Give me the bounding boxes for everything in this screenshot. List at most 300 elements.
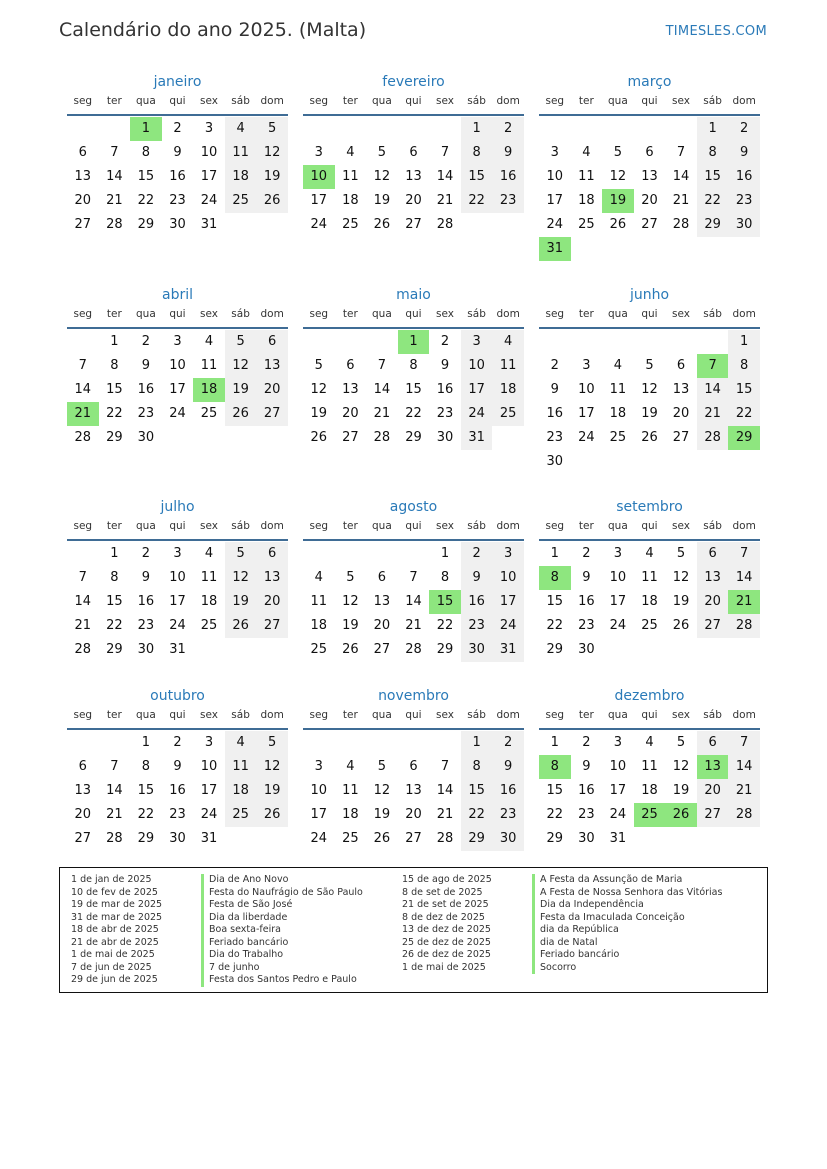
day-cell: 6 (346, 358, 355, 373)
month-name: outubro (150, 688, 205, 704)
day-cell: 16 (492, 165, 524, 189)
day-cell: 7 (676, 145, 686, 160)
day-cell: 5 (314, 358, 323, 373)
weekday-label: seg (545, 520, 565, 532)
month-calendar (67, 685, 288, 851)
weekday-label: sex (672, 709, 691, 721)
day-cell: 10 (169, 570, 186, 585)
weekday-label: seg (309, 709, 329, 721)
day-cell: 29 (106, 430, 123, 445)
day-cell: 21 (672, 193, 690, 208)
day-cell: 24 (200, 807, 218, 822)
weekday-label: dom (732, 308, 756, 320)
month-calendar (303, 71, 524, 237)
day-cell: 28 (74, 642, 92, 657)
day-cell: 19 (225, 590, 257, 614)
holiday-name: Dia da Independência (532, 899, 644, 912)
month-name: julho (160, 499, 195, 515)
day-cell: 21 (106, 807, 123, 822)
month-calendar (67, 71, 288, 237)
month-name: março (627, 74, 672, 90)
day-cell: 8 (461, 755, 493, 779)
weekday-label: ter (342, 520, 358, 532)
header-divider (67, 539, 288, 541)
day-cell: 4 (314, 570, 323, 585)
weekday-label: seg (545, 709, 565, 721)
holiday-entry (402, 912, 722, 925)
day-cell: 4 (204, 546, 214, 561)
day-cell: 19 (225, 378, 257, 402)
day-cell: 23 (461, 614, 493, 638)
holiday-day-cell: 25 (634, 803, 666, 827)
day-cell: 26 (225, 614, 257, 638)
day-cell: 3 (613, 735, 623, 750)
weekday-label: sáb (467, 709, 486, 721)
day-cell: 4 (225, 117, 257, 141)
day-cell: 18 (200, 594, 218, 609)
day-cell: 28 (373, 430, 391, 445)
day-cell: 15 (728, 378, 760, 402)
day-cell: 8 (110, 358, 119, 373)
day-grid (67, 330, 288, 450)
day-grid (539, 330, 760, 474)
holiday-day-cell: 1 (398, 330, 430, 354)
holiday-day-cell: 26 (665, 803, 697, 827)
weekday-header (539, 93, 760, 109)
day-cell: 13 (641, 169, 658, 184)
day-cell: 30 (578, 831, 595, 846)
day-cell: 8 (409, 358, 418, 373)
day-cell: 9 (141, 570, 151, 585)
day-cell: 29 (697, 213, 729, 237)
day-cell: 4 (582, 145, 591, 160)
day-cell: 22 (405, 406, 422, 421)
month-calendar (67, 496, 288, 662)
day-cell: 6 (676, 358, 686, 373)
weekday-label: sáb (231, 308, 250, 320)
holiday-entry (402, 949, 722, 962)
day-cell: 24 (461, 402, 493, 426)
holiday-date: 18 de abr de 2025 (71, 924, 159, 935)
day-cell: 26 (342, 642, 359, 657)
holiday-entry (402, 899, 722, 912)
day-cell: 6 (78, 145, 87, 160)
day-cell: 25 (578, 217, 595, 232)
day-cell: 23 (137, 406, 155, 421)
day-cell: 23 (169, 193, 186, 208)
header-divider (303, 728, 524, 730)
day-cell: 15 (461, 165, 493, 189)
day-cell: 9 (461, 566, 493, 590)
weekday-header (67, 707, 288, 723)
weekday-label: qua (608, 520, 628, 532)
day-cell: 2 (461, 542, 493, 566)
day-cell: 1 (110, 334, 119, 349)
day-cell: 25 (609, 430, 627, 445)
month-calendar (539, 71, 760, 261)
weekday-label: ter (578, 709, 594, 721)
day-cell: 31 (492, 638, 524, 662)
holiday-entry (71, 924, 363, 937)
day-cell: 2 (440, 334, 450, 349)
day-cell: 22 (436, 618, 454, 633)
day-cell: 5 (613, 145, 623, 160)
day-cell: 17 (492, 590, 524, 614)
day-cell: 7 (440, 145, 450, 160)
day-cell: 22 (137, 807, 155, 822)
day-cell: 17 (609, 594, 627, 609)
day-cell: 27 (74, 831, 92, 846)
day-cell: 31 (609, 831, 627, 846)
day-cell: 9 (550, 382, 559, 397)
holiday-date: 21 de abr de 2025 (71, 936, 159, 948)
day-cell: 12 (342, 594, 359, 609)
weekday-label: sex (672, 308, 691, 320)
day-cell: 24 (492, 614, 524, 638)
day-cell: 15 (106, 594, 123, 609)
day-cell: 28 (697, 426, 729, 450)
weekday-label: qui (641, 308, 658, 320)
day-cell: 14 (728, 566, 760, 590)
day-cell: 13 (672, 382, 690, 397)
day-grid (303, 542, 524, 662)
day-cell: 27 (697, 803, 729, 827)
page-title: Calendário do ano 2025. (Malta) (59, 19, 367, 41)
day-cell: 28 (106, 217, 123, 232)
day-cell: 24 (310, 217, 328, 232)
day-cell: 14 (436, 169, 454, 184)
day-cell: 7 (110, 145, 119, 160)
day-cell: 3 (314, 759, 323, 774)
day-cell: 17 (578, 406, 595, 421)
holiday-date: 15 de ago de 2025 (402, 874, 492, 885)
day-cell: 5 (256, 117, 288, 141)
day-cell: 29 (461, 827, 493, 851)
day-cell: 3 (204, 735, 214, 750)
weekday-label: ter (106, 95, 122, 107)
weekday-label: seg (73, 308, 93, 320)
day-cell: 19 (672, 594, 690, 609)
day-cell: 5 (645, 358, 654, 373)
day-cell: 18 (225, 165, 257, 189)
day-cell: 1 (141, 735, 151, 750)
day-cell: 8 (141, 145, 151, 160)
weekday-label: ter (106, 520, 122, 532)
day-cell: 7 (440, 759, 450, 774)
day-cell: 3 (613, 546, 623, 561)
day-cell: 12 (641, 382, 658, 397)
day-cell: 8 (440, 570, 450, 585)
day-cell: 8 (461, 141, 493, 165)
day-cell: 10 (609, 570, 627, 585)
day-cell: 12 (373, 169, 391, 184)
weekday-label: sáb (231, 520, 250, 532)
day-cell: 6 (256, 542, 288, 566)
day-cell: 16 (461, 590, 493, 614)
day-cell: 1 (461, 731, 493, 755)
day-cell: 22 (461, 189, 493, 213)
holiday-name: Festa dos Santos Pedro e Paulo (201, 974, 357, 987)
weekday-label: qua (608, 308, 628, 320)
day-cell: 26 (256, 189, 288, 213)
day-cell: 26 (373, 831, 391, 846)
day-cell: 5 (256, 731, 288, 755)
day-cell: 20 (256, 378, 288, 402)
weekday-label: dom (496, 308, 520, 320)
weekday-label: qua (372, 709, 392, 721)
weekday-label: seg (73, 709, 93, 721)
day-cell: 19 (256, 779, 288, 803)
day-cell: 16 (169, 783, 186, 798)
day-cell: 20 (672, 406, 690, 421)
day-cell: 28 (106, 831, 123, 846)
day-cell: 25 (641, 618, 658, 633)
holiday-name: Socorro (532, 962, 576, 975)
day-grid (67, 117, 288, 237)
day-cell: 10 (461, 354, 493, 378)
day-cell: 28 (436, 217, 454, 232)
day-cell: 16 (578, 594, 595, 609)
holiday-entry (71, 899, 363, 912)
day-grid (67, 731, 288, 851)
holiday-name: A Festa de Nossa Senhora das Vitórias (532, 887, 722, 900)
day-cell: 30 (436, 430, 454, 445)
day-cell: 21 (405, 618, 422, 633)
day-cell: 17 (461, 378, 493, 402)
holiday-entry (402, 887, 722, 900)
day-cell: 11 (225, 141, 257, 165)
day-cell: 11 (578, 169, 595, 184)
day-cell: 19 (342, 618, 359, 633)
day-cell: 10 (169, 358, 186, 373)
day-cell: 22 (106, 406, 123, 421)
day-cell: 16 (728, 165, 760, 189)
weekday-label: dom (260, 95, 284, 107)
weekday-label: qui (641, 709, 658, 721)
holiday-column-right (402, 874, 722, 974)
day-cell: 4 (613, 358, 623, 373)
day-cell: 1 (550, 546, 559, 561)
day-grid (303, 731, 524, 851)
day-cell: 21 (697, 402, 729, 426)
day-cell: 29 (405, 430, 422, 445)
day-cell: 12 (256, 141, 288, 165)
day-cell: 11 (641, 570, 658, 585)
holiday-name: Festa do Naufrágio de São Paulo (201, 887, 363, 900)
day-cell: 21 (436, 193, 454, 208)
weekday-label: sáb (703, 709, 722, 721)
day-cell: 25 (200, 618, 218, 633)
weekday-label: sex (436, 709, 455, 721)
day-cell: 27 (256, 402, 288, 426)
day-cell: 14 (106, 783, 123, 798)
day-cell: 27 (672, 430, 690, 445)
weekday-label: qua (372, 308, 392, 320)
day-cell: 1 (728, 330, 760, 354)
day-cell: 27 (256, 614, 288, 638)
weekday-label: ter (106, 709, 122, 721)
header-divider (539, 327, 760, 329)
day-cell: 26 (310, 430, 328, 445)
day-cell: 17 (609, 783, 627, 798)
day-cell: 28 (405, 642, 422, 657)
weekday-label: qui (641, 520, 658, 532)
holiday-name: Festa de São José (201, 899, 292, 912)
day-grid (539, 117, 760, 261)
day-cell: 12 (225, 566, 257, 590)
day-cell: 26 (256, 803, 288, 827)
holiday-day-cell: 7 (697, 354, 729, 378)
day-cell: 13 (697, 566, 729, 590)
weekday-label: dom (496, 95, 520, 107)
day-cell: 6 (697, 731, 729, 755)
holiday-date: 25 de dez de 2025 (402, 936, 491, 948)
month-calendar (539, 284, 760, 474)
day-cell: 29 (546, 831, 564, 846)
holiday-entry (71, 974, 363, 987)
day-cell: 12 (609, 169, 627, 184)
day-cell: 11 (342, 169, 359, 184)
day-cell: 30 (728, 213, 760, 237)
day-cell: 8 (110, 570, 119, 585)
day-cell: 18 (492, 378, 524, 402)
day-cell: 3 (582, 358, 591, 373)
header-divider (67, 728, 288, 730)
day-cell: 4 (346, 145, 355, 160)
day-cell: 24 (609, 618, 627, 633)
day-cell: 25 (342, 217, 359, 232)
day-grid (539, 731, 760, 851)
day-cell: 12 (256, 755, 288, 779)
day-cell: 27 (74, 217, 92, 232)
day-grid (539, 542, 760, 662)
day-cell: 25 (225, 189, 257, 213)
day-cell: 14 (697, 378, 729, 402)
day-cell: 16 (492, 779, 524, 803)
day-cell: 6 (697, 542, 729, 566)
day-cell: 12 (373, 783, 391, 798)
weekday-label: qua (136, 709, 156, 721)
day-cell: 15 (106, 382, 123, 397)
day-cell: 5 (377, 145, 387, 160)
day-cell: 20 (405, 193, 422, 208)
holiday-name: Dia do Trabalho (201, 949, 283, 962)
day-cell: 2 (582, 546, 591, 561)
holiday-day-cell: 29 (728, 426, 760, 450)
day-cell: 18 (578, 193, 595, 208)
month-name: maio (396, 287, 431, 303)
day-cell: 27 (405, 217, 422, 232)
day-cell: 27 (342, 430, 359, 445)
day-cell: 4 (645, 735, 654, 750)
weekday-label: dom (732, 520, 756, 532)
header-divider (303, 539, 524, 541)
day-cell: 24 (169, 618, 186, 633)
day-cell: 26 (672, 618, 690, 633)
day-cell: 18 (342, 807, 359, 822)
weekday-label: ter (342, 308, 358, 320)
holiday-entry (71, 912, 363, 925)
day-cell: 9 (492, 141, 524, 165)
day-cell: 1 (697, 117, 729, 141)
day-cell: 29 (436, 642, 454, 657)
weekday-label: seg (73, 95, 93, 107)
day-cell: 24 (609, 807, 627, 822)
month-calendar (303, 284, 524, 450)
weekday-header (67, 93, 288, 109)
day-cell: 20 (405, 807, 422, 822)
holiday-list (59, 867, 768, 993)
day-cell: 19 (672, 783, 690, 798)
day-cell: 20 (641, 193, 658, 208)
day-cell: 30 (137, 642, 155, 657)
month-name: abril (161, 287, 193, 303)
holiday-date: 1 de mai de 2025 (402, 961, 486, 973)
weekday-label: sáb (231, 95, 250, 107)
holiday-date: 19 de mar de 2025 (71, 899, 163, 910)
day-cell: 11 (342, 783, 359, 798)
day-cell: 11 (200, 570, 218, 585)
day-cell: 29 (137, 831, 155, 846)
site-link[interactable]: TIMESLES.COM (665, 24, 767, 39)
day-cell: 23 (492, 803, 524, 827)
day-grid (303, 330, 524, 450)
day-cell: 5 (377, 759, 387, 774)
day-cell: 24 (169, 406, 186, 421)
day-cell: 2 (141, 546, 151, 561)
day-cell: 8 (728, 354, 760, 378)
holiday-day-cell: 1 (130, 117, 162, 141)
holiday-date: 13 de dez de 2025 (402, 924, 491, 935)
day-cell: 4 (645, 546, 654, 561)
day-cell: 26 (373, 217, 391, 232)
day-cell: 9 (440, 358, 450, 373)
day-cell: 13 (74, 169, 92, 184)
day-cell: 16 (137, 382, 155, 397)
holiday-column-left (71, 874, 363, 987)
day-cell: 5 (225, 330, 257, 354)
day-cell: 8 (141, 759, 151, 774)
holiday-name: Feriado bancário (201, 937, 288, 950)
holiday-day-cell: 15 (429, 590, 461, 614)
day-cell: 2 (582, 735, 591, 750)
day-cell: 10 (200, 145, 218, 160)
day-grid (67, 542, 288, 662)
day-cell: 21 (373, 406, 391, 421)
day-cell: 26 (609, 217, 627, 232)
header-divider (303, 114, 524, 116)
day-cell: 11 (200, 358, 218, 373)
day-cell: 25 (310, 642, 328, 657)
day-cell: 19 (310, 406, 328, 421)
day-cell: 15 (137, 783, 155, 798)
holiday-entry (402, 962, 722, 975)
day-cell: 21 (728, 779, 760, 803)
month-name: dezembro (614, 688, 685, 704)
day-cell: 14 (436, 783, 454, 798)
weekday-label: dom (260, 308, 284, 320)
day-cell: 14 (405, 594, 422, 609)
month-calendar (303, 496, 524, 662)
day-cell: 16 (169, 169, 186, 184)
day-cell: 20 (697, 590, 729, 614)
day-cell: 12 (225, 354, 257, 378)
holiday-day-cell: 13 (697, 755, 729, 779)
weekday-label: qua (136, 95, 156, 107)
day-cell: 15 (546, 783, 564, 798)
holiday-date: 31 de mar de 2025 (71, 911, 163, 923)
day-cell: 25 (492, 402, 524, 426)
